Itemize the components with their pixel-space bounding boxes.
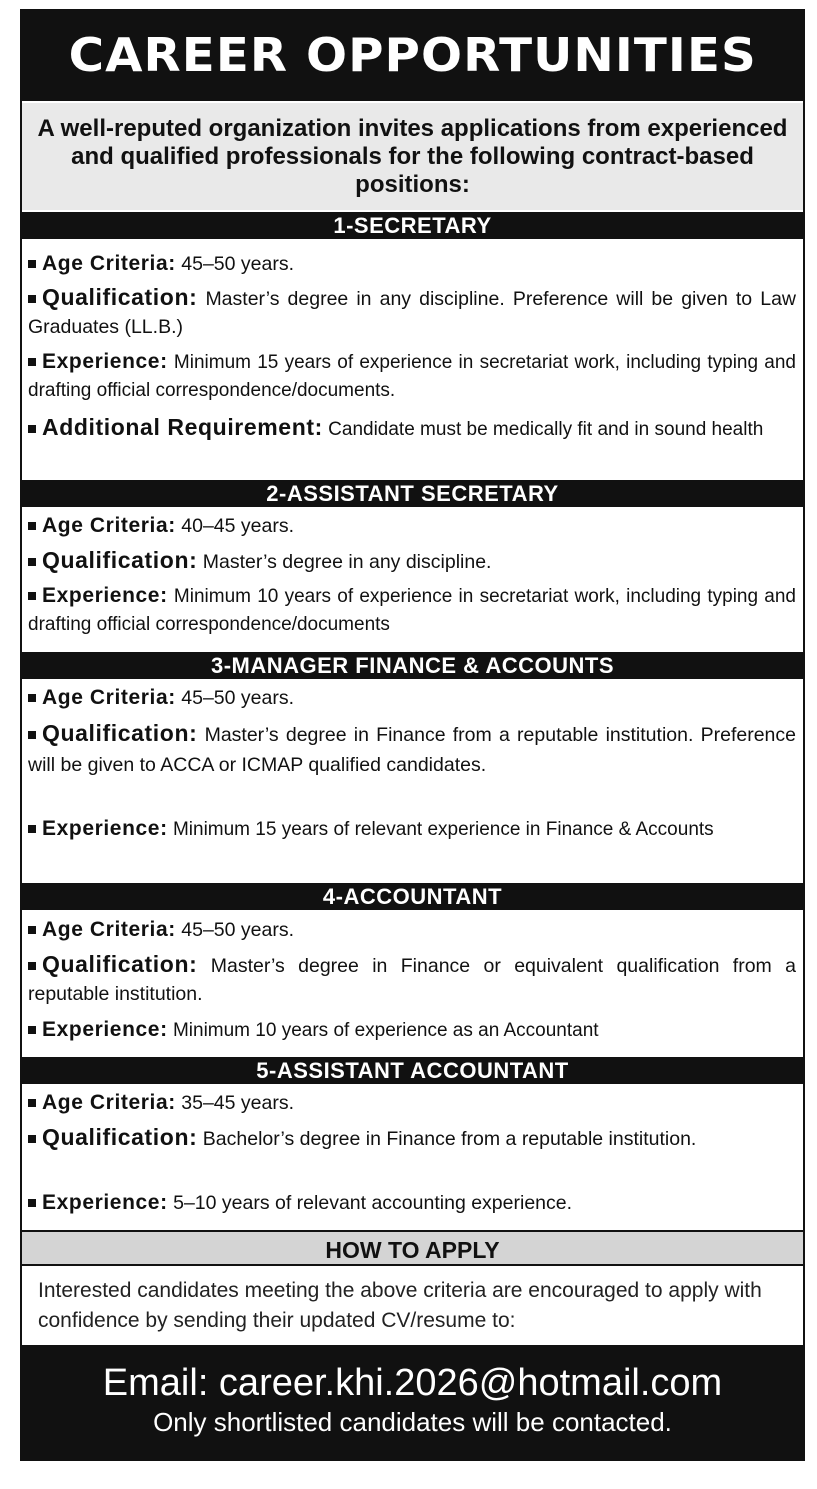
- item-value: Minimum 10 years of experience in secretariat work, including typing and drafting official correspondence/documents: [28, 586, 796, 635]
- list-item: [28, 950, 796, 1008]
- item-value: 45–50 years.: [181, 253, 295, 275]
- bullet-icon: [28, 926, 36, 934]
- list-item: [28, 1189, 796, 1217]
- item-value: 40–45 years.: [181, 515, 295, 537]
- contact-email[interactable]: Email: career.khi.2026@hotmail.com: [102, 1362, 723, 1404]
- item-label: Qualification:: [42, 720, 198, 746]
- list-item: [28, 250, 796, 278]
- item-label: Experience:: [42, 817, 168, 840]
- position-header-manager-finance: 3-MANAGER FINANCE & ACCOUNTS: [22, 652, 803, 679]
- list-item: [28, 283, 796, 341]
- list-item: [28, 916, 796, 944]
- item-value: Candidate must be medically fit and in sound health: [328, 419, 764, 440]
- bullet-icon: [28, 1199, 36, 1207]
- list-item: [28, 512, 796, 540]
- item-value: Bachelor’s degree in Finance from a reputable institution.: [202, 1128, 697, 1150]
- item-value: Minimum 15 years of relevant experience in Finance & Accounts: [172, 819, 714, 840]
- item-value: 5–10 years of relevant accounting experience.: [173, 1192, 573, 1214]
- bullet-icon: [28, 825, 36, 833]
- position-header-accountant: 4-ACCOUNTANT: [22, 883, 803, 910]
- item-label: Age Criteria:: [42, 918, 176, 941]
- list-item: [28, 413, 796, 444]
- how-to-apply-header: HOW TO APPLY: [22, 1230, 803, 1266]
- bullet-icon: [28, 358, 36, 366]
- apply-instructions: Interested candidates meeting the above criteria are encouraged to apply with confidence by sending their updated CV/resume to:: [38, 1279, 762, 1332]
- bullet-icon: [28, 731, 36, 739]
- bullet-icon: [28, 694, 36, 702]
- item-value: Master’s degree in Finance from a reputable institution. Preference will be given to ACCA or ICMAP qualified candidates.: [28, 724, 796, 776]
- item-label: Qualification:: [42, 951, 198, 977]
- item-value: Master’s degree in Finance or equivalent qualification from a reputable institution.: [28, 955, 797, 1005]
- item-label: Qualification:: [42, 1124, 198, 1150]
- position-header-assistant-accountant: 5-ASSISTANT ACCOUNTANT: [22, 1057, 803, 1084]
- item-label: Qualification:: [42, 547, 198, 573]
- item-value: 45–50 years.: [181, 919, 295, 941]
- item-label: Age Criteria:: [42, 252, 176, 275]
- bullet-icon: [28, 962, 36, 970]
- list-item: [28, 1089, 796, 1117]
- item-value: Master’s degree in any discipline. Preference will be given to Law Graduates (LL.B.): [28, 288, 796, 338]
- list-item: [28, 582, 796, 639]
- item-value: 45–50 years.: [181, 687, 295, 709]
- bullet-icon: [28, 1026, 36, 1034]
- list-item: [28, 684, 796, 712]
- item-label: Age Criteria:: [42, 1091, 176, 1114]
- position-header-assistant-secretary: 2-ASSISTANT SECRETARY: [22, 480, 803, 507]
- item-label: Age Criteria:: [42, 514, 176, 537]
- item-label: Qualification:: [42, 284, 198, 310]
- bullet-icon: [28, 260, 36, 268]
- item-label: Additional Requirement:: [42, 414, 323, 440]
- item-label: Experience:: [42, 584, 168, 607]
- bullet-icon: [28, 425, 36, 433]
- bullet-icon: [28, 295, 36, 303]
- list-item: [28, 1123, 796, 1153]
- item-label: Experience:: [42, 1191, 168, 1214]
- page-title-text: CAREER OPPORTUNITIES: [68, 28, 757, 82]
- item-label: Experience:: [42, 1018, 168, 1041]
- page-title: [20, 9, 805, 101]
- item-value: Master’s degree in any discipline.: [202, 551, 492, 573]
- shortlist-note: Only shortlisted candidates will be contacted.: [153, 1407, 672, 1437]
- list-item: [28, 1016, 796, 1045]
- item-value: Minimum 10 years of experience as an Accountant: [172, 1020, 599, 1041]
- bullet-icon: [28, 592, 36, 600]
- intro-text: A well-reputed organization invites applications from experienced and qualified professionals for the following contract-based positions:: [22, 103, 803, 210]
- list-item: [28, 546, 796, 576]
- contact-footer: [22, 1345, 803, 1459]
- item-value: 35–45 years.: [181, 1092, 295, 1114]
- list-item: [28, 718, 796, 780]
- item-label: Age Criteria:: [42, 686, 176, 709]
- position-header-secretary: 1-SECRETARY: [22, 212, 803, 239]
- bullet-icon: [28, 1099, 36, 1107]
- item-value: Minimum 15 years of experience in secretariat work, including typing and drafting official correspondence/documents.: [28, 352, 796, 401]
- bullet-icon: [28, 1135, 36, 1143]
- bullet-icon: [28, 558, 36, 566]
- bullet-icon: [28, 522, 36, 530]
- list-item: [28, 348, 796, 405]
- item-label: Experience:: [42, 350, 168, 373]
- list-item: [28, 815, 796, 844]
